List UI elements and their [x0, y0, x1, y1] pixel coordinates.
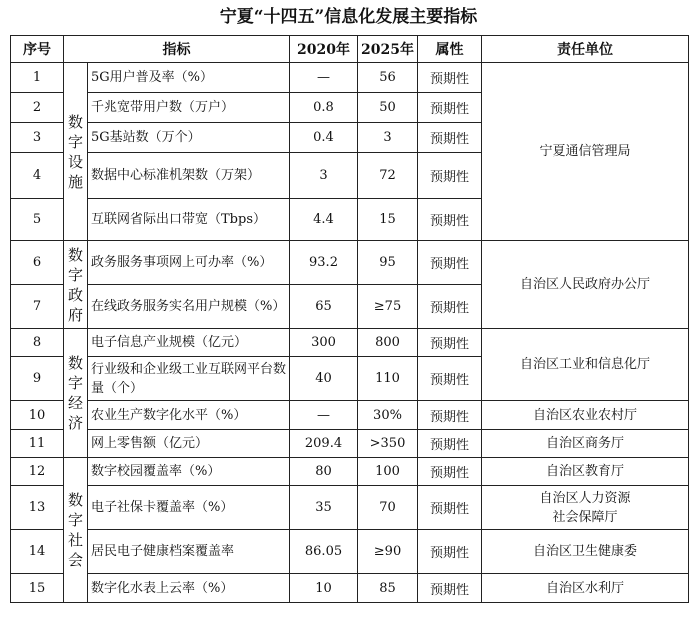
cell-attr: 预期性: [418, 430, 482, 458]
cell-2020: 35: [290, 486, 358, 530]
table-row: [11, 63, 689, 93]
cell-2020: 300: [290, 329, 358, 357]
cell-2020: 209.4: [290, 430, 358, 458]
cell-2020: 65: [290, 285, 358, 329]
cell-2025: 100: [358, 458, 418, 486]
cell-2025: 56: [358, 63, 418, 93]
cell-2025: 85: [358, 574, 418, 603]
cell-seq: 10: [11, 401, 64, 430]
cell-attr: 预期性: [418, 458, 482, 486]
cell-indicator: 政务服务事项网上可办率（%）: [88, 241, 290, 285]
category-infra: [64, 63, 88, 241]
cell-attr: 预期性: [418, 357, 482, 401]
cell-attr: 预期性: [418, 401, 482, 430]
cell-seq: 1: [11, 63, 64, 93]
table-row: [11, 530, 689, 574]
category-label: 数字政府: [67, 245, 83, 324]
cell-seq: 7: [11, 285, 64, 329]
table-row: [11, 574, 689, 603]
cell-seq: 4: [11, 153, 64, 199]
cell-2025: 50: [358, 93, 418, 123]
cell-2020: —: [290, 63, 358, 93]
cell-indicator: 5G基站数（万个）: [88, 123, 290, 153]
table-row: [11, 241, 689, 285]
cell-2025: 95: [358, 241, 418, 285]
cell-attr: 预期性: [418, 153, 482, 199]
cell-seq: 14: [11, 530, 64, 574]
cell-attr: 预期性: [418, 63, 482, 93]
cell-indicator: 电子社保卡覆盖率（%）: [88, 486, 290, 530]
cell-seq: 6: [11, 241, 64, 285]
dept-water: 自治区水利厅: [482, 574, 689, 603]
cell-indicator: 互联网省际出口带宽（Tbps）: [88, 199, 290, 241]
cell-seq: 13: [11, 486, 64, 530]
cell-2020: 80: [290, 458, 358, 486]
cell-2025: 3: [358, 123, 418, 153]
table-row: [11, 486, 689, 530]
cell-attr: 预期性: [418, 486, 482, 530]
cell-2025: >350: [358, 430, 418, 458]
cell-2020: 10: [290, 574, 358, 603]
category-label: 数字经济: [67, 354, 83, 432]
cell-indicator: 农业生产数字化水平（%）: [88, 401, 290, 430]
cell-indicator: 在线政务服务实名用户规模（%）: [88, 285, 290, 329]
cell-2025: 800: [358, 329, 418, 357]
dept-industry: 自治区工业和信息化厅: [482, 329, 689, 401]
cell-seq: 2: [11, 93, 64, 123]
header-attr: 属性: [418, 36, 482, 63]
table-row: [11, 430, 689, 458]
cell-2025: 15: [358, 199, 418, 241]
cell-seq: 12: [11, 458, 64, 486]
cell-indicator: 数字校园覆盖率（%）: [88, 458, 290, 486]
header-2020: 2020年: [290, 36, 358, 63]
dept-hr-line2: 社会保障厅: [552, 509, 618, 525]
dept-hr: [482, 486, 689, 530]
cell-seq: 8: [11, 329, 64, 357]
cell-seq: 3: [11, 123, 64, 153]
cell-2020: 93.2: [290, 241, 358, 285]
dept-commerce: 自治区商务厅: [482, 430, 689, 458]
table-row: [11, 329, 689, 357]
cell-indicator: 电子信息产业规模（亿元）: [88, 329, 290, 357]
header-seq: 序号: [11, 36, 64, 63]
dept-health: 自治区卫生健康委: [482, 530, 689, 574]
dept-hr-line1: 自治区人力资源: [539, 490, 631, 506]
cell-2020: —: [290, 401, 358, 430]
cell-2020: 0.8: [290, 93, 358, 123]
cell-2020: 86.05: [290, 530, 358, 574]
header-row: [11, 36, 689, 63]
cell-attr: 预期性: [418, 93, 482, 123]
cell-attr: 预期性: [418, 123, 482, 153]
cell-2020: 40: [290, 357, 358, 401]
dept-govoffice: 自治区人民政府办公厅: [482, 241, 689, 329]
cell-seq: 11: [11, 430, 64, 458]
cell-attr: 预期性: [418, 241, 482, 285]
header-2025: 2025年: [358, 36, 418, 63]
category-label: 数字社会: [67, 491, 83, 569]
category-econ: [64, 329, 88, 458]
category-gov: [64, 241, 88, 329]
cell-attr: 预期性: [418, 285, 482, 329]
cell-indicator: 数据中心标准机架数（万架）: [88, 153, 290, 199]
cell-indicator: 数字化水表上云率（%）: [88, 574, 290, 603]
cell-2020: 0.4: [290, 123, 358, 153]
cell-attr: 预期性: [418, 574, 482, 603]
cell-2020: 4.4: [290, 199, 358, 241]
cell-indicator: 行业级和企业级工业互联网平台数量（个）: [88, 357, 290, 401]
cell-seq: 15: [11, 574, 64, 603]
cell-2025: 30%: [358, 401, 418, 430]
table-row: [11, 458, 689, 486]
cell-indicator: 网上零售额（亿元）: [88, 430, 290, 458]
page-title: 宁夏“十四五”信息化发展主要指标: [219, 7, 478, 27]
cell-seq: 9: [11, 357, 64, 401]
cell-2025: 110: [358, 357, 418, 401]
cell-2025: ≥90: [358, 530, 418, 574]
cell-2025: 70: [358, 486, 418, 530]
dept-edu: 自治区教育厅: [482, 458, 689, 486]
cell-attr: 预期性: [418, 199, 482, 241]
cell-indicator: 千兆宽带用户数（万户）: [88, 93, 290, 123]
header-indicator: 指标: [64, 36, 290, 63]
category-society: [64, 458, 88, 603]
cell-seq: 5: [11, 199, 64, 241]
table-row: [11, 401, 689, 430]
dept-agri: 自治区农业农村厅: [482, 401, 689, 430]
header-dept: 责任单位: [482, 36, 689, 63]
cell-attr: 预期性: [418, 530, 482, 574]
cell-attr: 预期性: [418, 329, 482, 357]
cell-indicator: 居民电子健康档案覆盖率: [88, 530, 290, 574]
cell-2020: 3: [290, 153, 358, 199]
dept-comm: 宁夏通信管理局: [482, 63, 689, 241]
cell-indicator: 5G用户普及率（%）: [88, 63, 290, 93]
category-label: 数字设施: [67, 112, 83, 191]
cell-2025: 72: [358, 153, 418, 199]
indicators-table: [10, 35, 689, 603]
cell-2025: ≥75: [358, 285, 418, 329]
